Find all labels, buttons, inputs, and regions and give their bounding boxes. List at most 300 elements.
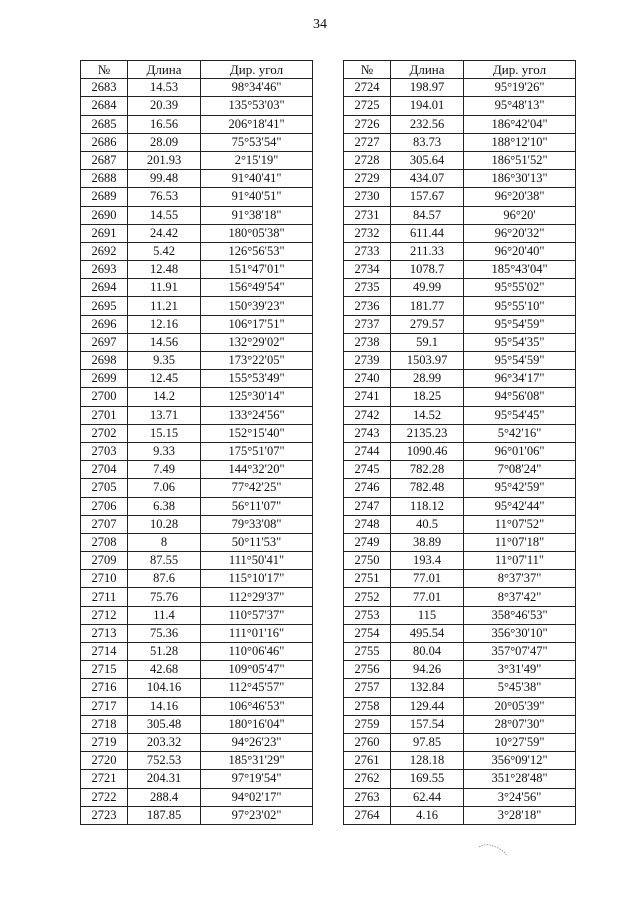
angle-cell: 28°07'30" <box>464 715 576 733</box>
length-cell: 20.39 <box>128 97 201 115</box>
row-number-cell: 2688 <box>81 170 128 188</box>
length-cell: 129.44 <box>391 697 464 715</box>
row-number-cell: 2761 <box>344 752 391 770</box>
table-row <box>81 442 313 460</box>
row-number-cell: 2755 <box>344 643 391 661</box>
table-row <box>344 261 576 279</box>
angle-cell: 3°31'49" <box>464 661 576 679</box>
row-number-cell: 2706 <box>81 497 128 515</box>
row-number-cell: 2745 <box>344 461 391 479</box>
length-cell: 181.77 <box>391 297 464 315</box>
length-cell: 51.28 <box>128 643 201 661</box>
length-cell: 87.55 <box>128 552 201 570</box>
row-number-cell: 2708 <box>81 533 128 551</box>
table-row <box>81 333 313 351</box>
angle-cell: 186°30'13" <box>464 170 576 188</box>
angle-cell: 152°15'40" <box>201 424 313 442</box>
table-row <box>344 79 576 97</box>
row-number-cell: 2758 <box>344 697 391 715</box>
table-row <box>344 133 576 151</box>
table-row <box>81 261 313 279</box>
length-cell: 7.49 <box>128 461 201 479</box>
length-cell: 80.04 <box>391 643 464 661</box>
table-row <box>81 97 313 115</box>
row-number-cell: 2720 <box>81 752 128 770</box>
length-cell: 16.56 <box>128 115 201 133</box>
length-cell: 59.1 <box>391 333 464 351</box>
row-number-cell: 2718 <box>81 715 128 733</box>
table-row <box>81 697 313 715</box>
angle-cell: 5°42'16" <box>464 424 576 442</box>
table-row <box>344 206 576 224</box>
row-number-cell: 2750 <box>344 552 391 570</box>
angle-cell: 106°17'51" <box>201 315 313 333</box>
length-cell: 42.68 <box>128 661 201 679</box>
row-number-cell: 2759 <box>344 715 391 733</box>
angle-cell: 112°45'57" <box>201 679 313 697</box>
table-row <box>81 533 313 551</box>
angle-cell: 95°42'59" <box>464 479 576 497</box>
angle-cell: 79°33'08" <box>201 515 313 533</box>
angle-cell: 95°42'44" <box>464 497 576 515</box>
table-row <box>344 279 576 297</box>
row-number-cell: 2738 <box>344 333 391 351</box>
table-row <box>344 570 576 588</box>
row-number-cell: 2731 <box>344 206 391 224</box>
length-cell: 157.67 <box>391 188 464 206</box>
table-row <box>344 497 576 515</box>
row-number-cell: 2713 <box>81 624 128 642</box>
table-row <box>81 461 313 479</box>
row-number-cell: 2726 <box>344 115 391 133</box>
row-number-cell: 2735 <box>344 279 391 297</box>
length-cell: 99.48 <box>128 170 201 188</box>
table-row <box>344 406 576 424</box>
row-number-cell: 2702 <box>81 424 128 442</box>
table-row <box>344 97 576 115</box>
angle-cell: 10°27'59" <box>464 733 576 751</box>
survey-table-right <box>343 60 576 825</box>
length-cell: 12.16 <box>128 315 201 333</box>
row-number-cell: 2751 <box>344 570 391 588</box>
length-cell: 157.54 <box>391 715 464 733</box>
angle-cell: 95°19'26" <box>464 79 576 97</box>
table-row <box>81 115 313 133</box>
table-row <box>81 151 313 169</box>
table-row <box>81 552 313 570</box>
row-number-cell: 2723 <box>81 806 128 824</box>
row-number-cell: 2727 <box>344 133 391 151</box>
angle-cell: 96°20'38" <box>464 188 576 206</box>
table-row <box>81 733 313 751</box>
row-number-cell: 2747 <box>344 497 391 515</box>
angle-cell: 11°07'11" <box>464 552 576 570</box>
angle-cell: 95°55'02" <box>464 279 576 297</box>
row-number-cell: 2716 <box>81 679 128 697</box>
row-number-cell: 2687 <box>81 151 128 169</box>
row-number-cell: 2754 <box>344 624 391 642</box>
table-row <box>81 715 313 733</box>
row-number-cell: 2707 <box>81 515 128 533</box>
row-number-cell: 2715 <box>81 661 128 679</box>
row-number-cell: 2746 <box>344 479 391 497</box>
angle-cell: 173°22'05" <box>201 352 313 370</box>
length-cell: 14.16 <box>128 697 201 715</box>
row-number-cell: 2691 <box>81 224 128 242</box>
row-number-cell: 2721 <box>81 770 128 788</box>
table-row <box>81 497 313 515</box>
row-number-cell: 2683 <box>81 79 128 97</box>
angle-cell: 96°20'32" <box>464 224 576 242</box>
table-row <box>344 461 576 479</box>
table-row <box>344 352 576 370</box>
column-header-length: Длина <box>391 61 464 79</box>
length-cell: 28.09 <box>128 133 201 151</box>
table-row <box>81 242 313 260</box>
table-row <box>344 479 576 497</box>
table-row <box>344 424 576 442</box>
row-number-cell: 2692 <box>81 242 128 260</box>
angle-cell: 95°54'35" <box>464 333 576 351</box>
angle-cell: 126°56'53" <box>201 242 313 260</box>
table-row <box>81 224 313 242</box>
column-header-number: № <box>81 61 128 79</box>
length-cell: 8 <box>128 533 201 551</box>
table-row <box>81 643 313 661</box>
angle-cell: 8°37'42" <box>464 588 576 606</box>
table-row <box>344 333 576 351</box>
angle-cell: 3°24'56" <box>464 788 576 806</box>
angle-cell: 357°07'47" <box>464 643 576 661</box>
table-row <box>344 588 576 606</box>
row-number-cell: 2696 <box>81 315 128 333</box>
angle-cell: 133°24'56" <box>201 406 313 424</box>
length-cell: 128.18 <box>391 752 464 770</box>
row-number-cell: 2722 <box>81 788 128 806</box>
table-row <box>344 552 576 570</box>
row-number-cell: 2736 <box>344 297 391 315</box>
length-cell: 11.4 <box>128 606 201 624</box>
page-number: 34 <box>313 17 327 32</box>
length-cell: 84.57 <box>391 206 464 224</box>
length-cell: 10.28 <box>128 515 201 533</box>
angle-cell: 175°51'07" <box>201 442 313 460</box>
angle-cell: 96°34'17" <box>464 370 576 388</box>
table-row <box>81 479 313 497</box>
angle-cell: 180°05'38" <box>201 224 313 242</box>
row-number-cell: 2709 <box>81 552 128 570</box>
table-row <box>344 770 576 788</box>
angle-cell: 111°01'16" <box>201 624 313 642</box>
length-cell: 232.56 <box>391 115 464 133</box>
length-cell: 77.01 <box>391 570 464 588</box>
length-cell: 434.07 <box>391 170 464 188</box>
length-cell: 75.76 <box>128 588 201 606</box>
length-cell: 87.6 <box>128 570 201 588</box>
length-cell: 193.4 <box>391 552 464 570</box>
length-cell: 104.16 <box>128 679 201 697</box>
angle-cell: 75°53'54" <box>201 133 313 151</box>
angle-cell: 91°40'41" <box>201 170 313 188</box>
length-cell: 198.97 <box>391 79 464 97</box>
angle-cell: 95°55'10" <box>464 297 576 315</box>
table-row <box>344 442 576 460</box>
row-number-cell: 2729 <box>344 170 391 188</box>
angle-cell: 112°29'37" <box>201 588 313 606</box>
angle-cell: 180°16'04" <box>201 715 313 733</box>
length-cell: 9.33 <box>128 442 201 460</box>
table-row <box>344 151 576 169</box>
length-cell: 38.89 <box>391 533 464 551</box>
angle-cell: 2°15'19" <box>201 151 313 169</box>
angle-cell: 155°53'49" <box>201 370 313 388</box>
length-cell: 76.53 <box>128 188 201 206</box>
length-cell: 15.15 <box>128 424 201 442</box>
row-number-cell: 2734 <box>344 261 391 279</box>
row-number-cell: 2699 <box>81 370 128 388</box>
angle-cell: 5°45'38" <box>464 679 576 697</box>
length-cell: 288.4 <box>128 788 201 806</box>
table-header-row <box>344 61 576 79</box>
table-row <box>344 388 576 406</box>
row-number-cell: 2730 <box>344 188 391 206</box>
angle-cell: 351°28'48" <box>464 770 576 788</box>
table-row <box>81 588 313 606</box>
table-row <box>81 788 313 806</box>
angle-cell: 109°05'47" <box>201 661 313 679</box>
table-row <box>81 352 313 370</box>
table-row <box>344 515 576 533</box>
table-row <box>81 570 313 588</box>
table-row <box>81 624 313 642</box>
column-header-number: № <box>344 61 391 79</box>
length-cell: 169.55 <box>391 770 464 788</box>
length-cell: 11.21 <box>128 297 201 315</box>
length-cell: 1078.7 <box>391 261 464 279</box>
table-row <box>81 806 313 824</box>
length-cell: 12.48 <box>128 261 201 279</box>
table-row <box>344 188 576 206</box>
length-cell: 305.64 <box>391 151 464 169</box>
length-cell: 28.99 <box>391 370 464 388</box>
length-cell: 14.56 <box>128 333 201 351</box>
length-cell: 12.45 <box>128 370 201 388</box>
table-row <box>344 679 576 697</box>
table-row <box>81 370 313 388</box>
table-row <box>81 206 313 224</box>
row-number-cell: 2740 <box>344 370 391 388</box>
length-cell: 11.91 <box>128 279 201 297</box>
row-number-cell: 2694 <box>81 279 128 297</box>
table-row <box>344 752 576 770</box>
row-number-cell: 2737 <box>344 315 391 333</box>
length-cell: 6.38 <box>128 497 201 515</box>
angle-cell: 98°34'46" <box>201 79 313 97</box>
length-cell: 14.55 <box>128 206 201 224</box>
length-cell: 97.85 <box>391 733 464 751</box>
row-number-cell: 2710 <box>81 570 128 588</box>
angle-cell: 95°54'59" <box>464 352 576 370</box>
angle-cell: 132°29'02" <box>201 333 313 351</box>
angle-cell: 8°37'37" <box>464 570 576 588</box>
angle-cell: 11°07'52" <box>464 515 576 533</box>
table-row <box>81 424 313 442</box>
length-cell: 14.53 <box>128 79 201 97</box>
table-row <box>344 242 576 260</box>
length-cell: 204.31 <box>128 770 201 788</box>
angle-cell: 97°19'54" <box>201 770 313 788</box>
length-cell: 279.57 <box>391 315 464 333</box>
table-row <box>344 533 576 551</box>
length-cell: 611.44 <box>391 224 464 242</box>
row-number-cell: 2752 <box>344 588 391 606</box>
row-number-cell: 2764 <box>344 806 391 824</box>
angle-cell: 110°57'37" <box>201 606 313 624</box>
table-row <box>344 643 576 661</box>
length-cell: 18.25 <box>391 388 464 406</box>
row-number-cell: 2756 <box>344 661 391 679</box>
length-cell: 4.16 <box>391 806 464 824</box>
table-row <box>344 606 576 624</box>
length-cell: 132.84 <box>391 679 464 697</box>
table-row <box>344 697 576 715</box>
row-number-cell: 2728 <box>344 151 391 169</box>
row-number-cell: 2700 <box>81 388 128 406</box>
angle-cell: 56°11'07" <box>201 497 313 515</box>
angle-cell: 77°42'25" <box>201 479 313 497</box>
row-number-cell: 2725 <box>344 97 391 115</box>
table-row <box>81 515 313 533</box>
row-number-cell: 2686 <box>81 133 128 151</box>
row-number-cell: 2689 <box>81 188 128 206</box>
angle-cell: 144°32'20" <box>201 461 313 479</box>
table-row <box>81 79 313 97</box>
length-cell: 9.35 <box>128 352 201 370</box>
survey-table-left <box>80 60 313 825</box>
angle-cell: 206°18'41" <box>201 115 313 133</box>
angle-cell: 95°54'45" <box>464 406 576 424</box>
table-row <box>81 388 313 406</box>
length-cell: 1090.46 <box>391 442 464 460</box>
angle-cell: 106°46'53" <box>201 697 313 715</box>
length-cell: 782.28 <box>391 461 464 479</box>
column-header-angle: Дир. угол <box>201 61 313 79</box>
angle-cell: 95°48'13" <box>464 97 576 115</box>
row-number-cell: 2684 <box>81 97 128 115</box>
table-row <box>344 370 576 388</box>
row-number-cell: 2705 <box>81 479 128 497</box>
row-number-cell: 2717 <box>81 697 128 715</box>
table-row <box>344 624 576 642</box>
row-number-cell: 2719 <box>81 733 128 751</box>
row-number-cell: 2749 <box>344 533 391 551</box>
angle-cell: 20°05'39" <box>464 697 576 715</box>
length-cell: 118.12 <box>391 497 464 515</box>
length-cell: 83.73 <box>391 133 464 151</box>
length-cell: 305.48 <box>128 715 201 733</box>
table-row <box>81 188 313 206</box>
angle-cell: 96°20'40" <box>464 242 576 260</box>
angle-cell: 3°28'18" <box>464 806 576 824</box>
angle-cell: 185°43'04" <box>464 261 576 279</box>
table-row <box>344 297 576 315</box>
angle-cell: 96°20' <box>464 206 576 224</box>
row-number-cell: 2693 <box>81 261 128 279</box>
angle-cell: 186°42'04" <box>464 115 576 133</box>
row-number-cell: 2703 <box>81 442 128 460</box>
row-number-cell: 2762 <box>344 770 391 788</box>
column-header-length: Длина <box>128 61 201 79</box>
row-number-cell: 2753 <box>344 606 391 624</box>
table-row <box>81 752 313 770</box>
row-number-cell: 2748 <box>344 515 391 533</box>
table-row <box>344 315 576 333</box>
length-cell: 1503.97 <box>391 352 464 370</box>
table-row <box>81 679 313 697</box>
row-number-cell: 2695 <box>81 297 128 315</box>
length-cell: 24.42 <box>128 224 201 242</box>
table-header-row <box>81 61 313 79</box>
length-cell: 75.36 <box>128 624 201 642</box>
row-number-cell: 2744 <box>344 442 391 460</box>
table-row <box>344 224 576 242</box>
row-number-cell: 2698 <box>81 352 128 370</box>
row-number-cell: 2685 <box>81 115 128 133</box>
angle-cell: 150°39'23" <box>201 297 313 315</box>
row-number-cell: 2697 <box>81 333 128 351</box>
table-row <box>344 733 576 751</box>
length-cell: 7.06 <box>128 479 201 497</box>
length-cell: 2135.23 <box>391 424 464 442</box>
table-row <box>81 406 313 424</box>
angle-cell: 135°53'03" <box>201 97 313 115</box>
angle-cell: 188°12'10" <box>464 133 576 151</box>
angle-cell: 358°46'53" <box>464 606 576 624</box>
table-row <box>81 133 313 151</box>
length-cell: 77.01 <box>391 588 464 606</box>
column-header-angle: Дир. угол <box>464 61 576 79</box>
table-row <box>81 661 313 679</box>
length-cell: 187.85 <box>128 806 201 824</box>
length-cell: 201.93 <box>128 151 201 169</box>
row-number-cell: 2712 <box>81 606 128 624</box>
row-number-cell: 2757 <box>344 679 391 697</box>
angle-cell: 94°02'17" <box>201 788 313 806</box>
pen-mark <box>478 843 508 857</box>
table-row <box>344 115 576 133</box>
angle-cell: 95°54'59" <box>464 315 576 333</box>
length-cell: 62.44 <box>391 788 464 806</box>
row-number-cell: 2742 <box>344 406 391 424</box>
length-cell: 13.71 <box>128 406 201 424</box>
angle-cell: 7°08'24" <box>464 461 576 479</box>
row-number-cell: 2763 <box>344 788 391 806</box>
row-number-cell: 2741 <box>344 388 391 406</box>
angle-cell: 356°09'12" <box>464 752 576 770</box>
length-cell: 495.54 <box>391 624 464 642</box>
row-number-cell: 2714 <box>81 643 128 661</box>
length-cell: 782.48 <box>391 479 464 497</box>
angle-cell: 11°07'18" <box>464 533 576 551</box>
length-cell: 94.26 <box>391 661 464 679</box>
table-row <box>81 606 313 624</box>
angle-cell: 111°50'41" <box>201 552 313 570</box>
length-cell: 194.01 <box>391 97 464 115</box>
angle-cell: 185°31'29" <box>201 752 313 770</box>
angle-cell: 91°40'51" <box>201 188 313 206</box>
angle-cell: 94°26'23" <box>201 733 313 751</box>
angle-cell: 94°56'08" <box>464 388 576 406</box>
